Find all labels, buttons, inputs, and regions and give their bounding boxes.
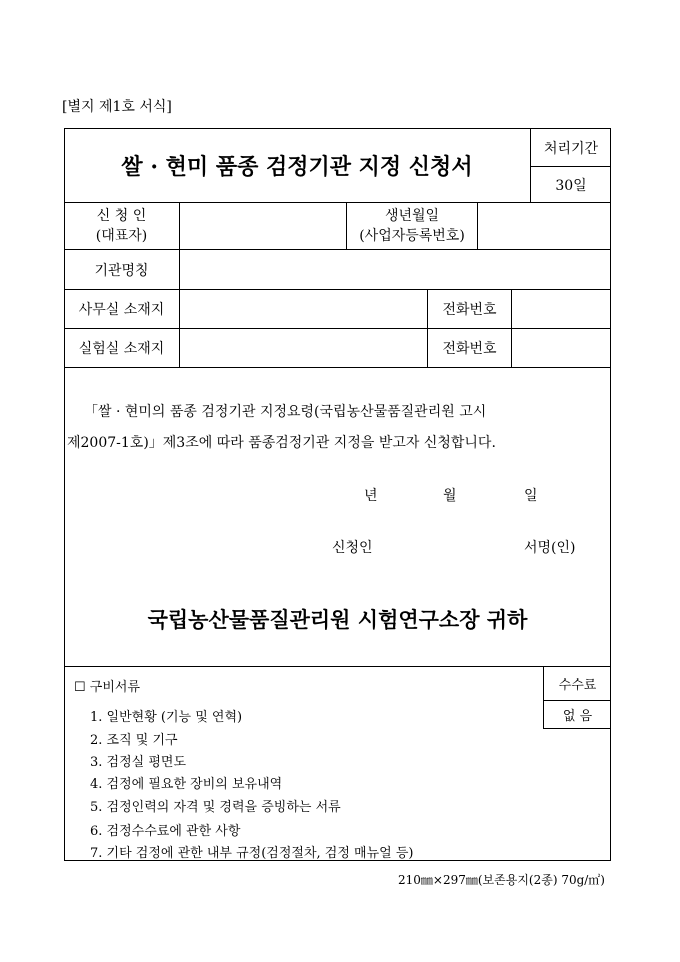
applicant-input[interactable] (180, 203, 346, 249)
birth-input[interactable] (478, 203, 611, 249)
institution-label: 기관명칭 (94, 262, 149, 279)
processing-period-label: 처리기간 (543, 140, 599, 157)
documents-header: ☐ 구비서류 (74, 680, 141, 695)
application-text-line2: 제2007-1호)」제3조에 따라 품종검정기관 지정을 받고자 신청합니다. (67, 435, 496, 451)
recipient-line: 국립농산물품질관리원 시험연구소장 귀하 (147, 607, 528, 632)
fee-value: 없 음 (562, 709, 593, 724)
processing-period-value: 30일 (555, 177, 587, 194)
office-phone-input[interactable] (512, 290, 611, 328)
lab-phone-label: 전화번호 (442, 341, 497, 357)
document-item: 3. 검정실 평면도 (90, 755, 187, 770)
form-label: [별지 제1호 서식] (62, 99, 172, 115)
date-day: 일 (524, 488, 538, 504)
birth-label-cell (347, 203, 477, 249)
application-text-line1: 「쌀 · 현미의 품종 검정기관 지정요령(국립농산물품질관리원 고시 (84, 404, 487, 420)
office-input[interactable] (180, 290, 427, 328)
lab-input[interactable] (180, 329, 427, 367)
signer-label: 신청인 (332, 540, 373, 556)
birth-sublabel: (사업자등록번호) (359, 228, 465, 244)
fee-label: 수수료 (558, 678, 597, 693)
date-month: 월 (443, 488, 457, 504)
document-item: 4. 검정에 필요한 장비의 보유내역 (90, 777, 283, 792)
document-item: 5. 검정인력의 자격 및 경력을 증빙하는 서류 (90, 800, 341, 815)
applicant-label-cell (64, 203, 179, 249)
lab-phone-input[interactable] (512, 329, 611, 367)
office-label: 사무실 소재지 (78, 302, 165, 318)
lab-label: 실험실 소재지 (78, 341, 165, 357)
document-item: 1. 일반현황 (기능 및 연혁) (90, 710, 243, 725)
document-item: 6. 검정수수료에 관한 사항 (90, 824, 241, 839)
applicant-sublabel: (대표자) (95, 228, 148, 244)
paper-spec-note: 210㎜×297㎜(보존용지(2종) 70g/㎡) (398, 873, 605, 887)
form-title: 쌀 · 현미 품종 검정기관 지정 신청서 (121, 153, 473, 180)
applicant-label: 신 청 인 (96, 208, 147, 224)
birth-label: 생년월일 (384, 208, 440, 224)
office-phone-label: 전화번호 (442, 302, 497, 318)
document-item: 2. 조직 및 기구 (90, 733, 178, 748)
date-year: 년 (364, 488, 378, 504)
signature-label: 서명(인) (524, 540, 576, 556)
institution-input[interactable] (180, 250, 611, 289)
document-item: 7. 기타 검정에 관한 내부 규정(검정절차, 검정 매뉴얼 등) (90, 846, 414, 861)
